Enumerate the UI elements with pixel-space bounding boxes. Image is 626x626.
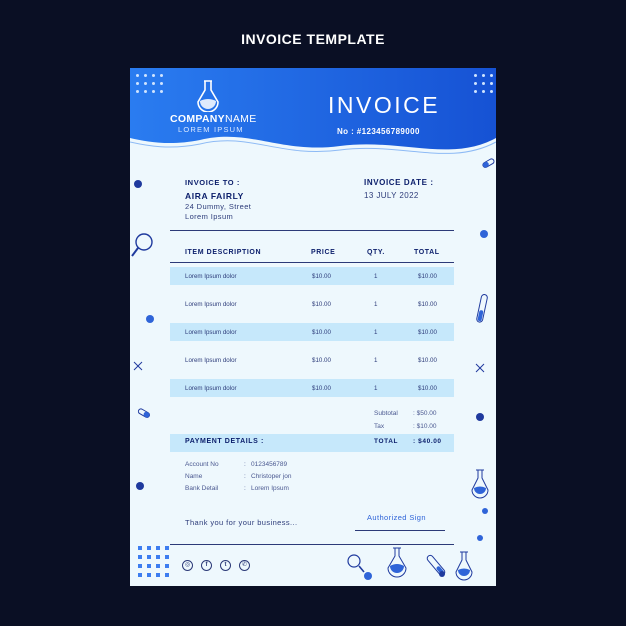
page-heading: INVOICE TEMPLATE <box>241 31 385 47</box>
invoice-sheet <box>130 68 496 586</box>
total-value: : $40.00 <box>413 438 442 445</box>
lab-decorations <box>130 68 496 586</box>
row-price: $10.00 <box>312 357 331 364</box>
account-no-sep: : <box>244 461 246 468</box>
lab-flask-icon <box>388 548 406 577</box>
magnifier-icon <box>132 234 152 256</box>
magnifier-icon <box>348 555 364 572</box>
col-header-qty: QTY. <box>367 249 385 256</box>
authorized-signature: Authorized Sign <box>367 513 426 522</box>
row-total: $10.00 <box>418 301 437 308</box>
company-tagline: LOREM IPSUM <box>178 125 244 134</box>
col-header-total: TOTAL <box>414 249 440 256</box>
bank-detail-value: Lorem Ipsum <box>251 485 289 492</box>
bubble-decor <box>134 180 488 514</box>
invoice-date-label: INVOICE DATE : <box>364 178 434 187</box>
row-qty: 1 <box>374 273 378 280</box>
pill-icon <box>138 408 151 418</box>
account-no-value: 0123456789 <box>251 461 288 468</box>
payee-name-sep: : <box>244 473 246 480</box>
company-name-light: NAME <box>225 113 257 125</box>
row-qty: 1 <box>374 357 378 364</box>
lab-flask-icon <box>456 552 472 580</box>
invoice-date-value: 13 JULY 2022 <box>364 191 419 200</box>
account-no-label: Account No <box>185 461 219 468</box>
thank-you-message: Thank you for your business... <box>185 518 298 527</box>
row-description: Lorem Ipsum dolor <box>185 329 237 336</box>
row-price: $10.00 <box>312 273 331 280</box>
facebook-icon[interactable]: f <box>201 560 212 571</box>
test-tube-icon <box>476 294 488 323</box>
col-header-price: PRICE <box>311 249 336 256</box>
lab-flask-icon <box>472 470 488 498</box>
row-total: $10.00 <box>418 357 437 364</box>
pill-icon <box>482 158 495 168</box>
payee-name-value: Christoper jon <box>251 473 292 480</box>
sparkle-decor <box>134 362 484 372</box>
invoice-number: No : #123456789000 <box>337 127 420 136</box>
client-name: AIRA FAIRLY <box>185 191 244 201</box>
row-qty: 1 <box>374 329 378 336</box>
subtotal-label: Subtotal <box>374 410 398 417</box>
row-description: Lorem Ipsum dolor <box>185 385 237 392</box>
col-header-description: ITEM DESCRIPTION <box>185 249 262 256</box>
tax-label: Tax <box>374 423 385 430</box>
bank-detail-label: Bank Detail <box>185 485 219 492</box>
bank-detail-sep: : <box>244 485 246 492</box>
instagram-icon[interactable]: ◎ <box>182 560 193 571</box>
invoice-title: INVOICE <box>328 92 441 118</box>
subtotal-value: : $50.00 <box>413 410 437 417</box>
client-address-1: 24 Dummy, Street <box>185 202 252 211</box>
row-qty: 1 <box>374 301 378 308</box>
tax-value: : $10.00 <box>413 423 437 430</box>
company-name-bold: COMPANY <box>170 113 225 125</box>
row-total: $10.00 <box>418 329 437 336</box>
row-total: $10.00 <box>418 273 437 280</box>
row-description: Lorem Ipsum dolor <box>185 273 237 280</box>
row-price: $10.00 <box>312 385 331 392</box>
payee-name-label: Name <box>185 473 203 480</box>
twitter-icon[interactable]: t <box>220 560 231 571</box>
total-label: TOTAL <box>374 438 399 445</box>
payment-details-label: PAYMENT DETAILS : <box>185 438 264 445</box>
row-qty: 1 <box>374 385 378 392</box>
invoice-to-label: INVOICE TO : <box>185 178 240 187</box>
row-description: Lorem Ipsum dolor <box>185 301 237 308</box>
client-address-2: Lorem Ipsum <box>185 212 234 221</box>
row-price: $10.00 <box>312 301 331 308</box>
whatsapp-icon[interactable]: ✆ <box>239 560 250 571</box>
row-price: $10.00 <box>312 329 331 336</box>
row-total: $10.00 <box>418 385 437 392</box>
row-description: Lorem Ipsum dolor <box>185 357 237 364</box>
